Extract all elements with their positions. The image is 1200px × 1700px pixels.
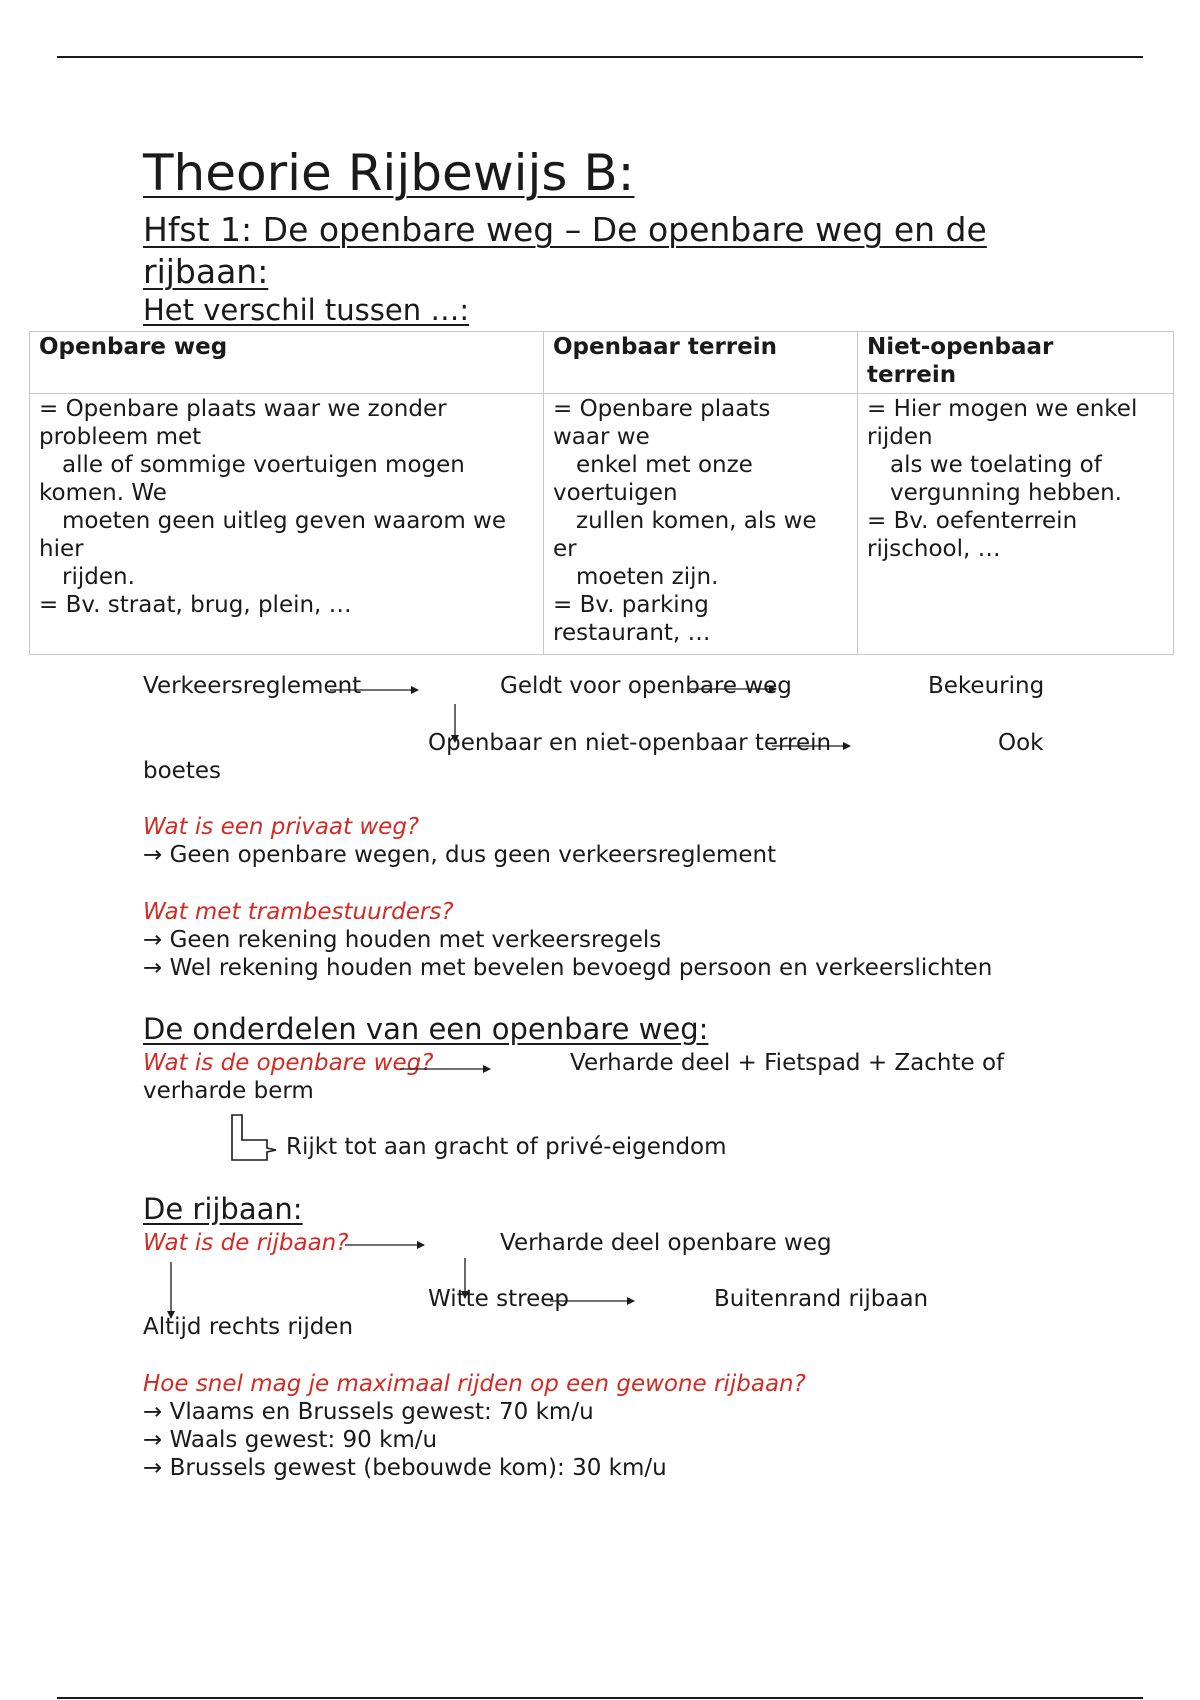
header-line: Niet-openbaar [867, 334, 1054, 360]
cell-line: rijden [867, 424, 933, 450]
cell-line: = Bv. straat, brug, plein, … [39, 592, 352, 618]
note-gracht: Rijkt tot aan gracht of privé-eigendom [286, 1134, 727, 1160]
header-line: terrein [867, 362, 957, 388]
cell-line: = Openbare plaats waar we zonder [39, 396, 447, 422]
answer-line: → Wel rekening houden met bevelen bevoegd persoon en verkeerslichten [143, 955, 993, 981]
cell-line: = Bv. parking [553, 592, 709, 618]
answer-verharde-berm: verharde berm [143, 1078, 314, 1104]
answer-line: → Waals gewest: 90 km/u [143, 1427, 438, 1453]
cell-line: = Hier mogen we enkel [867, 396, 1138, 422]
answer-verharde-deel-openbare-weg: Verharde deel openbare weg [500, 1230, 832, 1256]
cell-line: als we toelating of [890, 452, 1102, 478]
cell-line: voertuigen [553, 480, 678, 506]
cell-line: zullen komen, als we [576, 508, 817, 534]
cell-line: rijden. [62, 564, 135, 590]
cell-line: rijschool, … [867, 536, 1001, 562]
flow-verkeersreglement: Verkeersreglement [143, 673, 362, 699]
question-trambestuurders: Wat met trambestuurders? [143, 899, 454, 925]
cell-line: enkel met onze [576, 452, 753, 478]
question-privaat-weg: Wat is een privaat weg? [143, 814, 420, 840]
cell-line: = Openbare plaats [553, 396, 771, 422]
answer-line: → Brussels gewest (bebouwde kom): 30 km/u [143, 1455, 667, 1481]
subheading: Het verschil tussen …: [143, 293, 470, 327]
answer-rechts-rijden: Altijd rechts rijden [143, 1314, 354, 1340]
answer-line: → Geen rekening houden met verkeersregels [143, 927, 662, 953]
answer-buitenrand: Buitenrand rijbaan [714, 1286, 929, 1312]
flow-boetes: boetes [143, 758, 221, 784]
cell-line: hier [39, 536, 84, 562]
cell-line: alle of sommige voertuigen mogen [62, 452, 465, 478]
cell-line: moeten geen uitleg geven waarom we [62, 508, 507, 534]
header-openbare-weg: Openbare weg [30, 332, 544, 394]
question-openbare-weg: Wat is de openbare weg? [143, 1050, 434, 1076]
flow-bekeuring: Bekeuring [928, 673, 1045, 699]
answer-line: → Geen openbare wegen, dus geen verkeersreglement [143, 842, 777, 868]
cell-line: vergunning hebben. [890, 480, 1122, 506]
cell-line: er [553, 536, 577, 562]
chapter-heading-cont: rijbaan: [143, 252, 269, 291]
cell-line: probleem met [39, 424, 202, 450]
chapter-heading: Hfst 1: De openbare weg – De openbare weg en de [143, 210, 987, 249]
question-rijbaan: Wat is de rijbaan? [143, 1230, 349, 1256]
cell-line: waar we [553, 424, 650, 450]
answer-witte-streep: Witte streep [428, 1286, 569, 1312]
header-openbaar-terrein: Openbaar terrein [544, 332, 858, 394]
flow-terrein: Openbaar en niet-openbaar terrein [428, 730, 832, 756]
section-heading-rijbaan: De rijbaan: [143, 1192, 303, 1226]
cell-line: moeten zijn. [576, 564, 719, 590]
cell-line: restaurant, … [553, 620, 711, 646]
flow-geldt-voor: Geldt voor openbare weg [500, 673, 792, 699]
answer-line: → Vlaams en Brussels gewest: 70 km/u [143, 1399, 594, 1425]
page-title: Theorie Rijbewijs B: [143, 144, 635, 202]
question-snelheid: Hoe snel mag je maximaal rijden op een gewone rijbaan? [143, 1371, 806, 1397]
hollow-corner-arrow-icon [232, 1115, 276, 1160]
cell-line: komen. We [39, 480, 167, 506]
bottom-rule [57, 1697, 1143, 1699]
section-heading-onderdelen: De onderdelen van een openbare weg: [143, 1012, 709, 1046]
answer-verharde-deel: Verharde deel + Fietspad + Zachte of [570, 1050, 1005, 1076]
cell-line: = Bv. oefenterrein [867, 508, 1078, 534]
flow-ook: Ook [998, 730, 1044, 756]
